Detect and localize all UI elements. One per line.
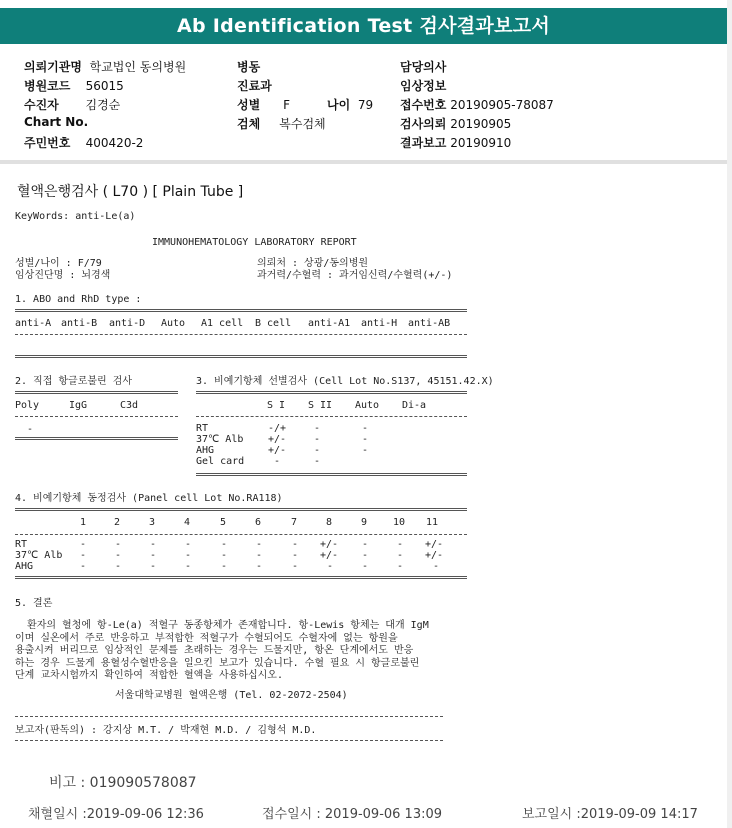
col-s2: S II [308, 400, 333, 411]
conclusion-text: 환자의 혈청에 항-Le(a) 적혈구 동종항체가 존재합니다. 항-Lewis 항체는 대개 IgM 이며 실온에서 주로 반응하고 부적합한 적혈구가 수혈되어도 수혈자에 없는 항원을 용출시켜 버리므로 임상적인 문제를 초래하는 경우는 드물지만, 항온 단계에서도 반응 하는 경우 드물게 용혈성수혈반응을 일으킨 보고가 있습니다. 수혈 필요 시 항글로불린 단계 교차시험까지 확인하여 적합한 혈액을 사용하십시오. [15, 620, 429, 681]
row-label: 37℃ Alb [15, 550, 63, 561]
divider [196, 473, 467, 476]
cell-value: - [185, 561, 192, 572]
scrollbar[interactable] [727, 0, 732, 828]
remark: 비고 : 019090578087 [49, 775, 197, 791]
clinical-diagnosis: 임상진단명 : 뇌경색 [15, 270, 111, 281]
cell-value: +/- [425, 550, 444, 561]
divider [15, 576, 467, 579]
cell-value: - [150, 539, 157, 550]
cell-value: - [256, 561, 263, 572]
section1-title: 1. ABO and RhD type : [15, 294, 142, 305]
header-patient: 수진자 김경순 [24, 98, 121, 112]
divider [196, 416, 467, 417]
header-receipt-no: 접수번호 20190905-78087 [400, 98, 554, 112]
header-separator [0, 160, 727, 164]
cell-value: - [115, 539, 122, 550]
header-result-report: 결과보고 20190910 [400, 136, 512, 150]
col-anti-d: anti-D [109, 318, 146, 329]
cell-value: - [362, 550, 369, 561]
section5-title: 5. 결론 [15, 598, 53, 609]
reporter: 보고자(판독의) : 강지상 M.T. / 박재현 M.D. / 김형석 M.D. [15, 725, 317, 736]
col-poly: Poly [15, 400, 40, 411]
screen-row-gel [196, 456, 476, 468]
cell-value: - [362, 561, 369, 572]
header-sex: 성별 F [237, 98, 290, 112]
received-time: 접수일시 : 2019-09-06 13:09 [262, 807, 443, 822]
cell-value: - [397, 550, 404, 561]
cell-value: - [314, 434, 321, 445]
keywords: KeyWords: anti-Le(a) [15, 211, 136, 222]
cell-value: - [397, 539, 404, 550]
divider [15, 391, 178, 394]
report-title-banner: Ab Identification Test 검사결과보고서 [0, 8, 727, 44]
col-3: 3 [149, 517, 156, 528]
dat-header-row [15, 400, 185, 414]
header-test-request: 검사의뢰 20190905 [400, 117, 512, 131]
col-di-a: Di-a [402, 400, 427, 411]
col-auto: Auto [355, 400, 380, 411]
header-ward: 병동 [237, 60, 261, 74]
cell-value: - [185, 539, 192, 550]
divider [15, 508, 467, 511]
col-9: 9 [361, 517, 368, 528]
divider [15, 534, 467, 535]
col-a1-cell: A1 cell [201, 318, 244, 329]
cell-value: - [292, 550, 299, 561]
cell-value: +/- [268, 434, 287, 445]
col-anti-ab: anti-AB [408, 318, 451, 329]
divider [15, 437, 178, 440]
col-b-cell: B cell [255, 318, 292, 329]
cell-value: - [115, 561, 122, 572]
col-s1: S I [267, 400, 286, 411]
row-label: Gel card [196, 456, 245, 467]
col-4: 4 [184, 517, 191, 528]
row-label: RT [196, 423, 209, 434]
cell-value: -/+ [268, 423, 287, 434]
col-anti-b: anti-B [61, 318, 98, 329]
cell-value: - [314, 456, 321, 467]
header-clinical-info: 임상정보 [400, 79, 447, 93]
col-11: 11 [426, 517, 439, 528]
divider [15, 716, 443, 717]
col-6: 6 [255, 517, 262, 528]
row-label: RT [15, 539, 28, 550]
row-label: AHG [196, 445, 215, 456]
col-5: 5 [220, 517, 227, 528]
divider [15, 334, 467, 335]
col-2: 2 [114, 517, 121, 528]
cell-value: - [150, 550, 157, 561]
row-label: 37℃ Alb [196, 434, 244, 445]
header-institution: 의뢰기관명 학교법인 동의병원 [24, 60, 187, 74]
col-10: 10 [393, 517, 406, 528]
cell-value: - [80, 539, 87, 550]
cell-value: +/- [268, 445, 287, 456]
col-8: 8 [326, 517, 333, 528]
cell-value: - [80, 550, 87, 561]
dat-value-row [15, 424, 185, 438]
divider [15, 740, 443, 741]
screen-header-row [196, 400, 476, 414]
col-anti-a: anti-A [15, 318, 52, 329]
cell-value: - [221, 550, 228, 561]
divider [15, 416, 178, 417]
cell-value: - [185, 550, 192, 561]
panel-row-ahg [15, 561, 475, 573]
cell-value: - [274, 456, 281, 467]
screen-table [196, 423, 476, 471]
cell-value: +/- [425, 539, 444, 550]
divider [15, 309, 467, 312]
divider [15, 355, 467, 358]
header-hospital-code: 병원코드 56015 [24, 79, 124, 93]
cell-value: - [433, 561, 440, 572]
poly-value: - [27, 424, 34, 435]
col-c3d: C3d [120, 400, 139, 411]
cell-value: - [221, 539, 228, 550]
cell-value: - [221, 561, 228, 572]
cell-value: - [397, 561, 404, 572]
panel-header-row [15, 517, 475, 531]
cell-value: - [256, 539, 263, 550]
sex-age: 성별/나이 : F/79 [15, 258, 102, 269]
reported-time: 보고일시 :2019-09-09 14:17 [522, 807, 698, 822]
section4-title: 4. 비예기항체 동정검사 (Panel cell Lot No.RA118) [15, 493, 283, 504]
panel-table [15, 539, 475, 575]
cell-value: - [292, 539, 299, 550]
header-chart-no: Chart No. [24, 115, 89, 129]
cell-value: - [362, 423, 369, 434]
report-section-title: 혈액은행검사 ( L70 ) [ Plain Tube ] [17, 184, 244, 200]
cell-value: - [115, 550, 122, 561]
abo-header-row [15, 318, 475, 332]
col-anti-a1: anti-A1 [308, 318, 351, 329]
col-igg: IgG [69, 400, 88, 411]
blood-bank-contact: 서울대학교병원 혈액은행 (Tel. 02-2072-2504) [115, 690, 348, 701]
lab-report-title: IMMUNOHEMATOLOGY LABORATORY REPORT [152, 237, 357, 248]
cell-value: - [80, 561, 87, 572]
cell-value: - [362, 445, 369, 456]
cell-value: - [362, 434, 369, 445]
header-resident-no: 주민번호 400420-2 [24, 136, 144, 150]
header-doctor: 담당의사 [400, 60, 447, 74]
requester: 의뢰처 : 상광/동의병원 [257, 258, 369, 269]
section3-title: 3. 비예기항체 선별검사 (Cell Lot No.S137, 45151.42.X) [196, 376, 494, 387]
cell-value: - [327, 561, 334, 572]
row-label: AHG [15, 561, 34, 572]
cell-value: - [256, 550, 263, 561]
cell-value: - [314, 423, 321, 434]
cell-value: - [314, 445, 321, 456]
header-age: 나이 79 [327, 98, 374, 112]
cell-value: - [362, 539, 369, 550]
collected-time: 채혈일시 :2019-09-06 12:36 [28, 807, 204, 822]
cell-value: - [150, 561, 157, 572]
header-specimen: 검체 복수검체 [237, 117, 326, 131]
cell-value: +/- [320, 550, 339, 561]
col-anti-h: anti-H [361, 318, 398, 329]
col-auto: Auto [161, 318, 186, 329]
col-1: 1 [80, 517, 87, 528]
transfusion-history: 과거력/수혈력 : 과거임신력/수혈력(+/-) [257, 270, 453, 281]
divider [196, 391, 467, 394]
cell-value: - [292, 561, 299, 572]
section2-title: 2. 직접 항글로불린 검사 [15, 376, 133, 387]
col-7: 7 [291, 517, 298, 528]
cell-value: +/- [320, 539, 339, 550]
header-department: 진료과 [237, 79, 272, 93]
